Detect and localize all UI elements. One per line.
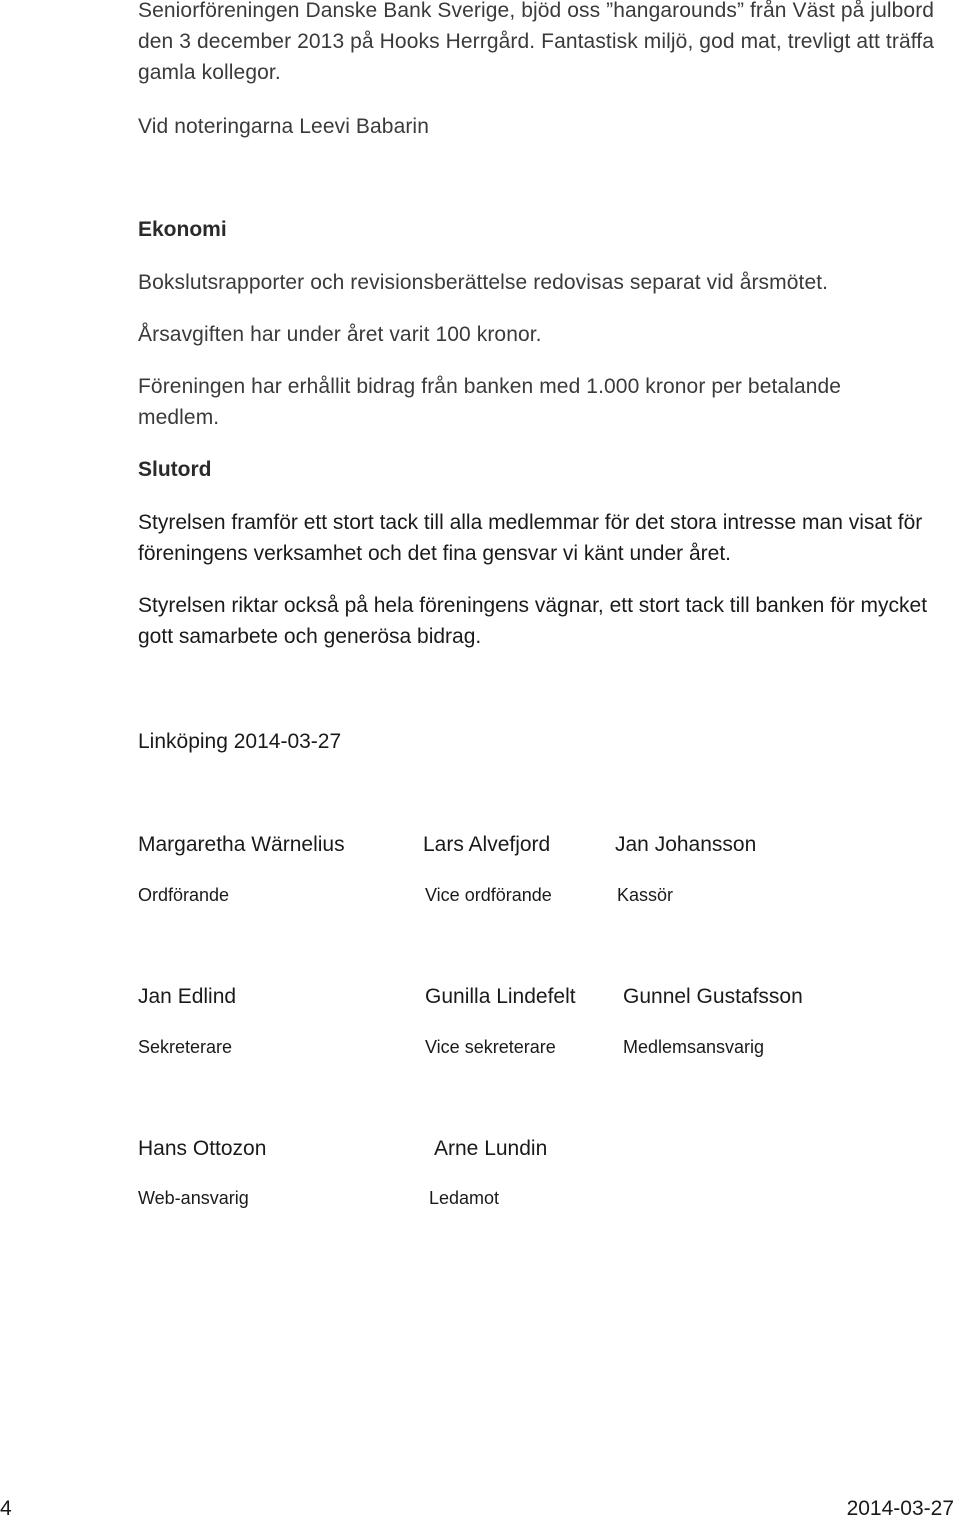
signature-role: Medlemsansvarig [623, 1037, 765, 1057]
place-date: Linköping 2014-03-27 [138, 730, 342, 753]
page-number: 4 [0, 1497, 12, 1520]
signature-name: Gunilla Lindefelt [425, 985, 576, 1008]
signature-name: Hans Ottozon [138, 1137, 267, 1160]
signature-name: Jan Edlind [138, 985, 237, 1008]
signature-role: Kassör [617, 885, 674, 905]
signature-role: Ledamot [429, 1188, 500, 1208]
signature-name: Gunnel Gustafsson [623, 985, 803, 1008]
signature-name: Jan Johansson [615, 833, 757, 856]
signature-name: Arne Lundin [434, 1137, 548, 1160]
signature-role: Vice sekreterare [425, 1037, 556, 1057]
intro-paragraph: Seniorföreningen Danske Bank Sverige, bjöd oss ”hangarounds” från Väst på julbord den 3 december 2013 på Hooks Herrgård. Fantastisk miljö, god mat, trevligt att träffa gamla kollegor. [138, 0, 935, 84]
ekonomi-paragraph-2: Årsavgiften har under året varit 100 kronor. [138, 323, 542, 346]
slutord-paragraph-1: Styrelsen framför ett stort tack till alla medlemmar för det stora intresse man visat för föreningens verksamhet och det fina gensvar vi känt under året. [138, 511, 923, 565]
notes-line: Vid noteringarna Leevi Babarin [138, 115, 429, 138]
slutord-paragraph-2: Styrelsen riktar också på hela föreningens vägnar, ett stort tack till banken för mycket gott samarbete och generösa bidrag. [138, 594, 928, 648]
footer-date: 2014-03-27 [846, 1497, 954, 1520]
signature-role: Sekreterare [138, 1037, 233, 1057]
signature-name: Lars Alvefjord [423, 833, 551, 856]
ekonomi-paragraph-1: Bokslutsrapporter och revisionsberättelse redovisas separat vid årsmötet. [138, 271, 829, 294]
signature-role: Ordförande [138, 885, 230, 905]
signature-role: Web-ansvarig [138, 1188, 249, 1208]
signature-role: Vice ordförande [425, 885, 552, 905]
slutord-heading: Slutord [138, 458, 212, 481]
ekonomi-heading: Ekonomi [138, 218, 227, 241]
ekonomi-paragraph-3: Föreningen har erhållit bidrag från banken med 1.000 kronor per betalande medlem. [138, 375, 842, 429]
signature-name: Margaretha Wärnelius [138, 833, 345, 856]
